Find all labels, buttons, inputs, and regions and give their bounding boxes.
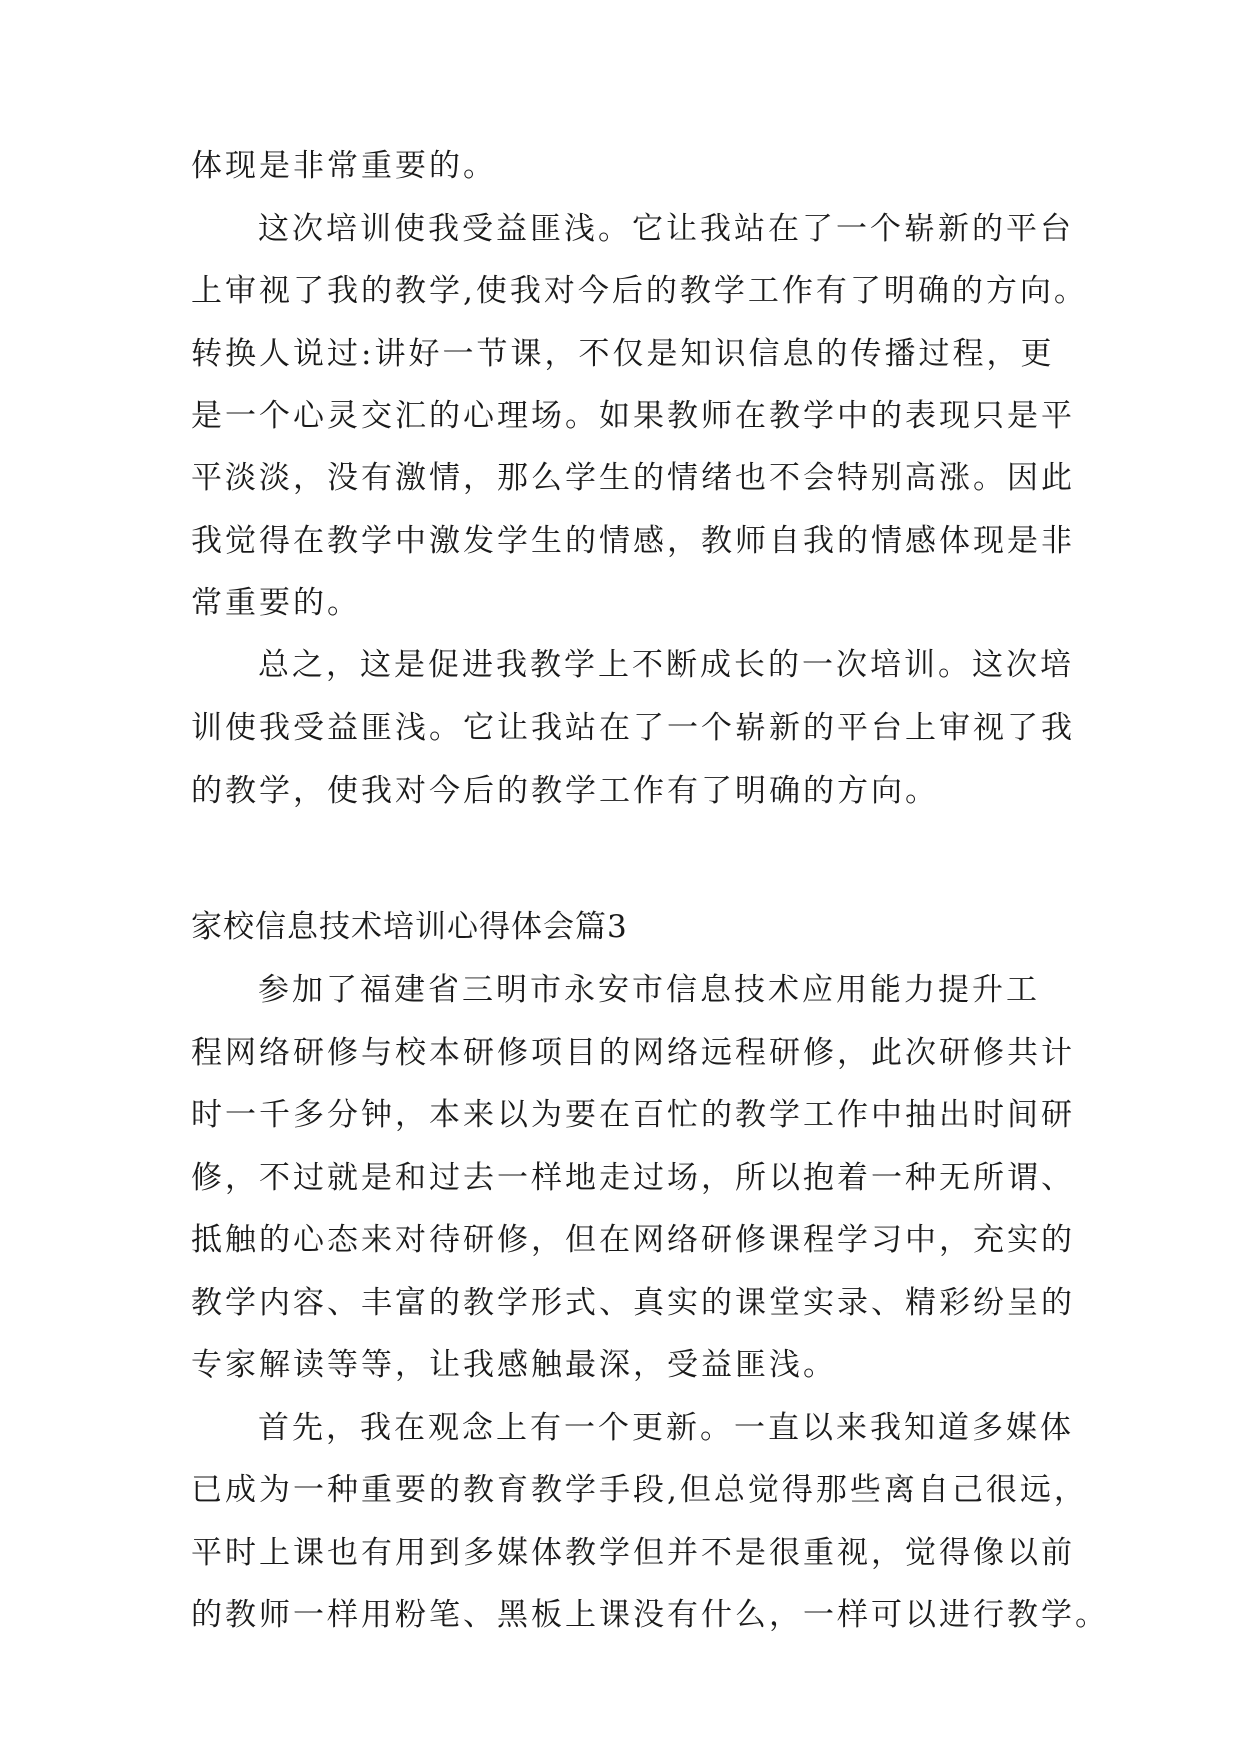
- paragraph-line: 常重要的。: [191, 585, 361, 621]
- paragraph-line: 体现是非常重要的。: [191, 148, 497, 184]
- paragraph-line: 程网络研修与校本研修项目的网络远程研修，此次研修共计: [191, 1035, 1075, 1071]
- paragraph-line: 是一个心灵交汇的心理场。如果教师在教学中的表现只是平: [191, 398, 1075, 434]
- paragraph-line: 平时上课也有用到多媒体教学但并不是很重视，觉得像以前: [191, 1535, 1075, 1571]
- paragraph-line: 专家解读等等，让我感触最深，受益匪浅。: [191, 1347, 837, 1383]
- paragraph-line: 首先，我在观念上有一个更新。一直以来我知道多媒体: [258, 1410, 1074, 1446]
- paragraph-line: 抵触的心态来对待研修，但在网络研修课程学习中，充实的: [191, 1222, 1075, 1258]
- paragraph-line: 的教学，使我对今后的教学工作有了明确的方向。: [191, 773, 939, 809]
- paragraph-line: 修，不过就是和过去一样地走过场，所以抱着一种无所谓、: [191, 1160, 1075, 1196]
- paragraph-line: 总之，这是促进我教学上不断成长的一次培训。这次培: [258, 647, 1074, 683]
- paragraph-line: 的教师一样用粉笔、黑板上课没有什么，一样可以进行教学。: [191, 1597, 1109, 1633]
- paragraph-line: 时一千多分钟，本来以为要在百忙的教学工作中抽出时间研: [191, 1097, 1075, 1133]
- paragraph-line: 平淡淡，没有激情，那么学生的情绪也不会特别高涨。因此: [191, 460, 1075, 496]
- paragraph-line: 教学内容、丰富的教学形式、真实的课堂实录、精彩纷呈的: [191, 1285, 1075, 1321]
- paragraph-line: 这次培训使我受益匪浅。它让我站在了一个崭新的平台: [258, 211, 1074, 247]
- paragraph-line: 转换人说过:讲好一节课，不仅是知识信息的传播过程，更: [191, 336, 1055, 372]
- section-heading: 家校信息技术培训心得体会篇3: [191, 909, 628, 945]
- paragraph-line: 参加了福建省三明市永安市信息技术应用能力提升工: [258, 972, 1040, 1008]
- paragraph-line: 训使我受益匪浅。它让我站在了一个崭新的平台上审视了我: [191, 710, 1075, 746]
- paragraph-line: 我觉得在教学中激发学生的情感，教师自我的情感体现是非: [191, 523, 1075, 559]
- paragraph-line: 上审视了我的教学,使我对今后的教学工作有了明确的方向。: [191, 273, 1088, 309]
- paragraph-line: 已成为一种重要的教育教学手段,但总觉得那些离自己很远，: [191, 1472, 1088, 1508]
